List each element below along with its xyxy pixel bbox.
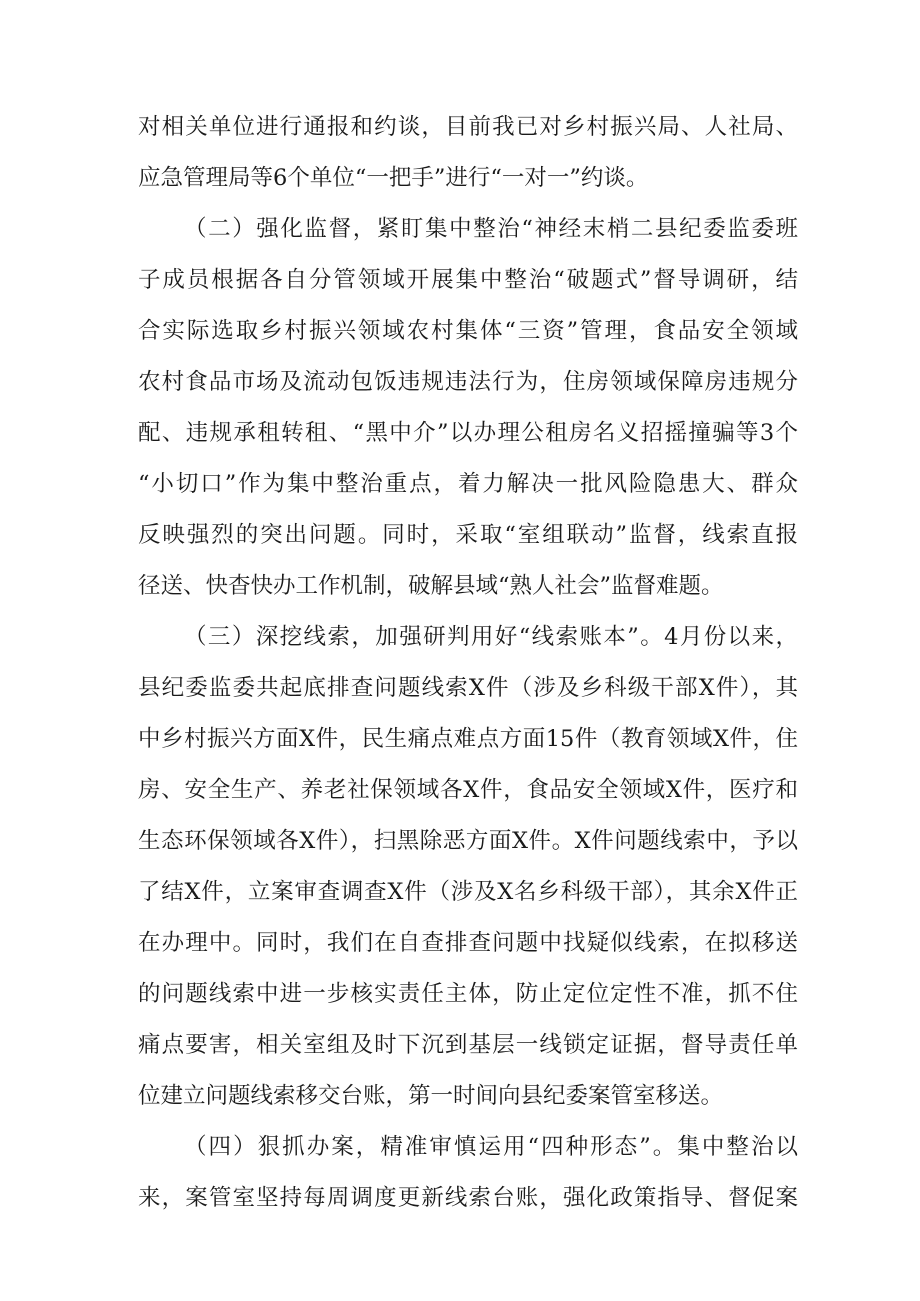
- text-line-22: 来，案管室坚持每周调度更新线索台账，强化政策指导、督促案: [138, 1185, 798, 1211]
- text-line-13: 中乡村振兴方面X件，民生痛点难点方面15件（教育领域X件，住: [138, 726, 798, 752]
- text-line-6: 农村食品市场及流动包饭违规违法行为，住房领域保障房违规分: [138, 369, 798, 395]
- text-line-14: 房、安全生产、养老社保领域各X件，食品安全领域X件，医疗和: [138, 777, 798, 803]
- text-line-16: 了结X件，立案审查调查X件（涉及X名乡科级干部），其余X件正: [138, 879, 798, 905]
- text-line-19: 痛点要害，相关室组及时下沉到基层一线锁定证据，督导责任单: [138, 1032, 798, 1058]
- text-line-10: 径送、快杳快办工作机制，破解县域“熟人社会”监督难题。: [138, 573, 724, 599]
- text-line-12: 县纪委监委共起底排查问题线索X件（涉及乡科级干部X件），其: [138, 675, 798, 701]
- text-line-20: 位建立问题线索移交台账，第一时间向县纪委案管室移送。: [138, 1083, 724, 1109]
- text-line-21: （四）狠抓办案，精准审慎运用“四种形态”。集中整治以: [184, 1134, 798, 1160]
- text-line-7: 配、违规承租转租、“黑中介”以办理公租房名义招摇撞骗等3个: [138, 420, 798, 446]
- text-line-5: 合实际选取乡村振兴领域农村集体“三资”管理，食品安全领域: [138, 318, 798, 344]
- text-line-9: 反映强烈的突出问题。同时，采取“室组联动”监督，线索直报: [138, 522, 798, 548]
- text-line-4: 子成员根据各自分管领域开展集中整治“破题式”督导调研，结: [138, 267, 798, 293]
- text-line-11: （三）深挖线索，加强研判用好“线索账本”。4月份以来，: [184, 624, 798, 650]
- text-line-8: “小切口”作为集中整治重点，着力解决一批风险隐患大、群众: [138, 471, 798, 497]
- text-line-1: 对相关单位进行通报和约谈，目前我已对乡村振兴局、人社局、: [138, 114, 798, 140]
- text-line-3: （二）强化监督，紧盯集中整治“神经末梢二县纪委监委班: [184, 216, 798, 242]
- text-line-17: 在办理中。同时，我们在自查排查问题中找疑似线索，在拟移送: [138, 930, 798, 956]
- text-line-18: 的问题线索中进一步核实责任主体，防止定位定性不准，抓不住: [138, 981, 798, 1007]
- text-line-2: 应急管理局等6个单位“一把手”进行“一对一”约谈。: [138, 165, 649, 191]
- text-line-15: 生态环保领域各X件），扫黑除恶方面X件。X件问题线索中，予以: [138, 828, 798, 854]
